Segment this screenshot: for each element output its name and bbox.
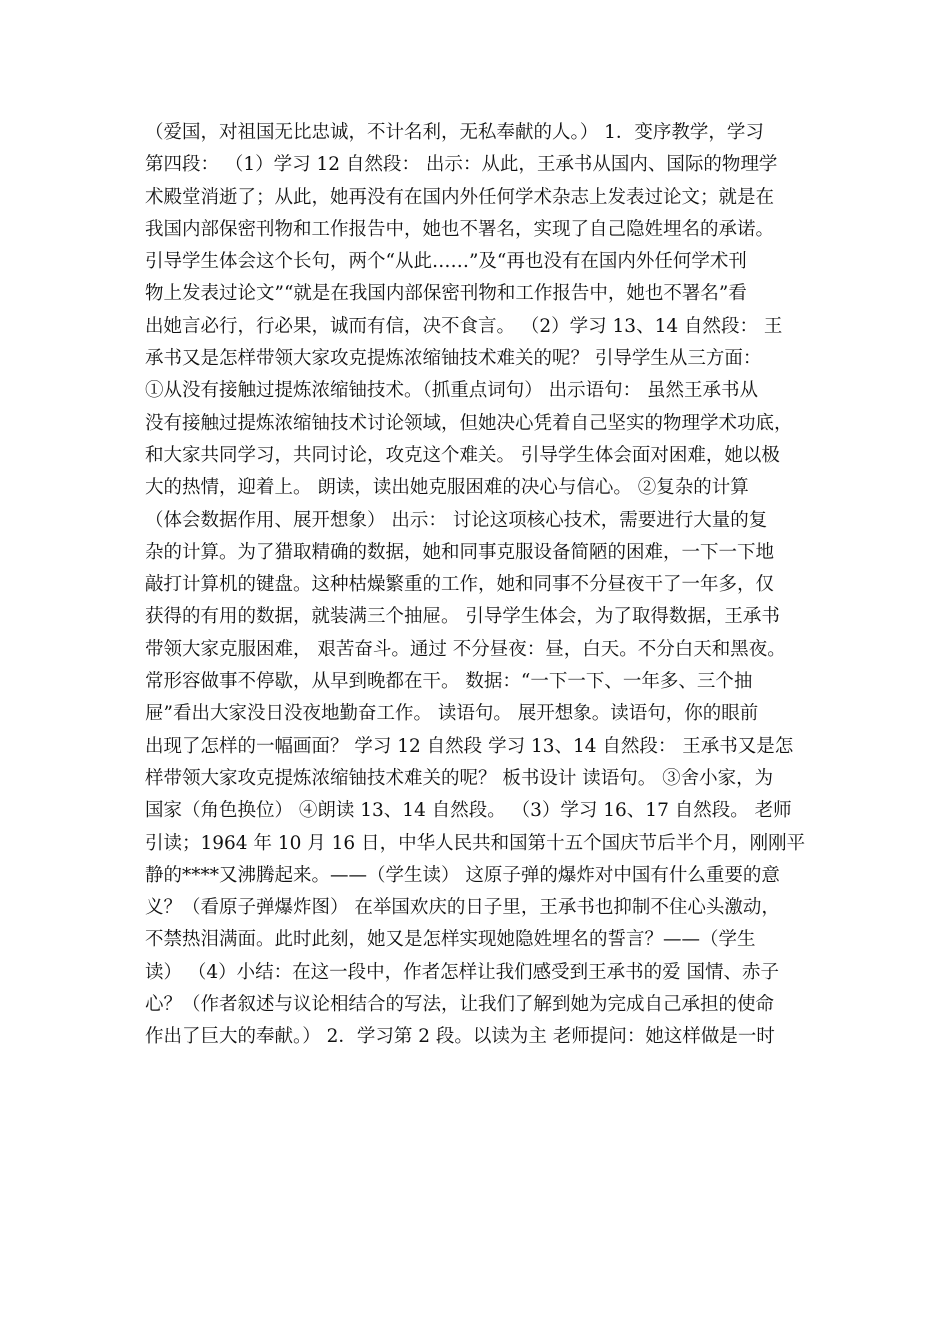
text-line-19: 屉”看出大家没日没夜地勤奋工作。 读语句。 展开想象。读语句，你的眼前 [145, 703, 759, 725]
text-line-16: 获得的有用的数据，就装满三个抽屉。 引导学生体会，为了取得数据，王承书 [145, 606, 780, 628]
text-line-25: 义？（看原子弹爆炸图） 在举国欢庆的日子里，王承书也抑制不住心头激动， [145, 897, 780, 919]
text-line-12: 大的热情，迎着上。 朗读，读出她克服困难的决心与信心。 ②复杂的计算 [145, 477, 749, 499]
text-line-2: 第四段： （1）学习 12 自然段： 出示：从此，王承书从国内、国际的物理学 [145, 154, 778, 176]
text-line-14: 杂的计算。为了猎取精确的数据，她和同事克服设备简陋的困难，一下一下地 [145, 541, 775, 563]
text-line-15: 敲打计算机的键盘。这种枯燥繁重的工作，她和同事不分昼夜干了一年多，仅 [145, 574, 775, 596]
text-line-20: 出现了怎样的一幅画面？ 学习 12 自然段 学习 13、14 自然段： 王承书又是怎 [145, 735, 794, 757]
text-line-5: 引导学生体会这个长句，两个“从此……”及“再也没有在国内外任何学术刊 [145, 251, 747, 273]
text-line-17: 带领大家克服困难， 艰苦奋斗。通过 不分昼夜：昼，白天。不分白天和黑夜。 [145, 638, 786, 660]
text-line-7: 出她言必行，行必果，诚而有信，决不食言。 （2）学习 13、14 自然段： 王 [145, 315, 783, 337]
text-line-9: ①从没有接触过提炼浓缩铀技术。（抓重点词句） 出示语句： 虽然王承书从 [145, 380, 759, 402]
text-line-29: 作出了巨大的奉献。） 2．学习第 2 段。以读为主 老师提问：她这样做是一时 [145, 1026, 775, 1048]
text-line-4: 我国内部保密刊物和工作报告中，她也不署名，实现了自己隐姓埋名的承诺。 [145, 218, 775, 240]
body-text [145, 117, 817, 1054]
text-line-18: 常形容做事不停歇，从早到晚都在干。 数据：“一下一下、一年多、三个抽 [145, 671, 753, 693]
text-line-8: 承书又是怎样带领大家攻克提炼浓缩铀技术难关的呢？ 引导学生从三方面： [145, 348, 762, 370]
text-line-27: 读） （4）小结：在这一段中，作者怎样让我们感受到王承书的爱 国情、赤子 [145, 961, 780, 983]
text-line-6: 物上发表过论文”“就是在我国内部保密刊物和工作报告中，她也不署名”看 [145, 283, 747, 305]
text-line-28: 心？（作者叙述与议论相结合的写法，让我们了解到她为完成自己承担的使命 [145, 994, 775, 1016]
text-line-23: 引读；1964 年 10 月 16 日，中华人民共和国第十五个国庆节后半个月，刚刚平 [145, 832, 806, 854]
text-line-1: （爱国，对祖国无比忠诚，不计名利，无私奉献的人。） 1．变序教学，学习 [145, 122, 764, 143]
text-line-10: 没有接触过提炼浓缩铀技术讨论领域，但她决心凭着自己坚实的物理学术功底， [145, 412, 793, 434]
text-line-26: 不禁热泪满面。此时此刻，她又是怎样实现她隐姓埋名的誓言？——（学生 [145, 929, 756, 951]
text-line-13: （体会数据作用、展开想象） 出示： 讨论这项核心技术，需要进行大量的复 [145, 509, 768, 531]
text-line-22: 国家（角色换位） ④朗读 13、14 自然段。 （3）学习 16、17 自然段。 老师 [145, 800, 792, 822]
text-line-21: 样带领大家攻克提炼浓缩铀技术难关的呢？ 板书设计 读语句。 ③舍小家，为 [145, 767, 774, 789]
text-line-24: 静的****又沸腾起来。——（学生读） 这原子弹的爆炸对中国有什么重要的意 [145, 864, 780, 886]
text-line-3: 术殿堂消逝了；从此，她再没有在国内外任何学术杂志上发表过论文；就是在 [145, 186, 775, 208]
text-line-11: 和大家共同学习，共同讨论，攻克这个难关。 引导学生体会面对困难，她以极 [145, 444, 780, 466]
